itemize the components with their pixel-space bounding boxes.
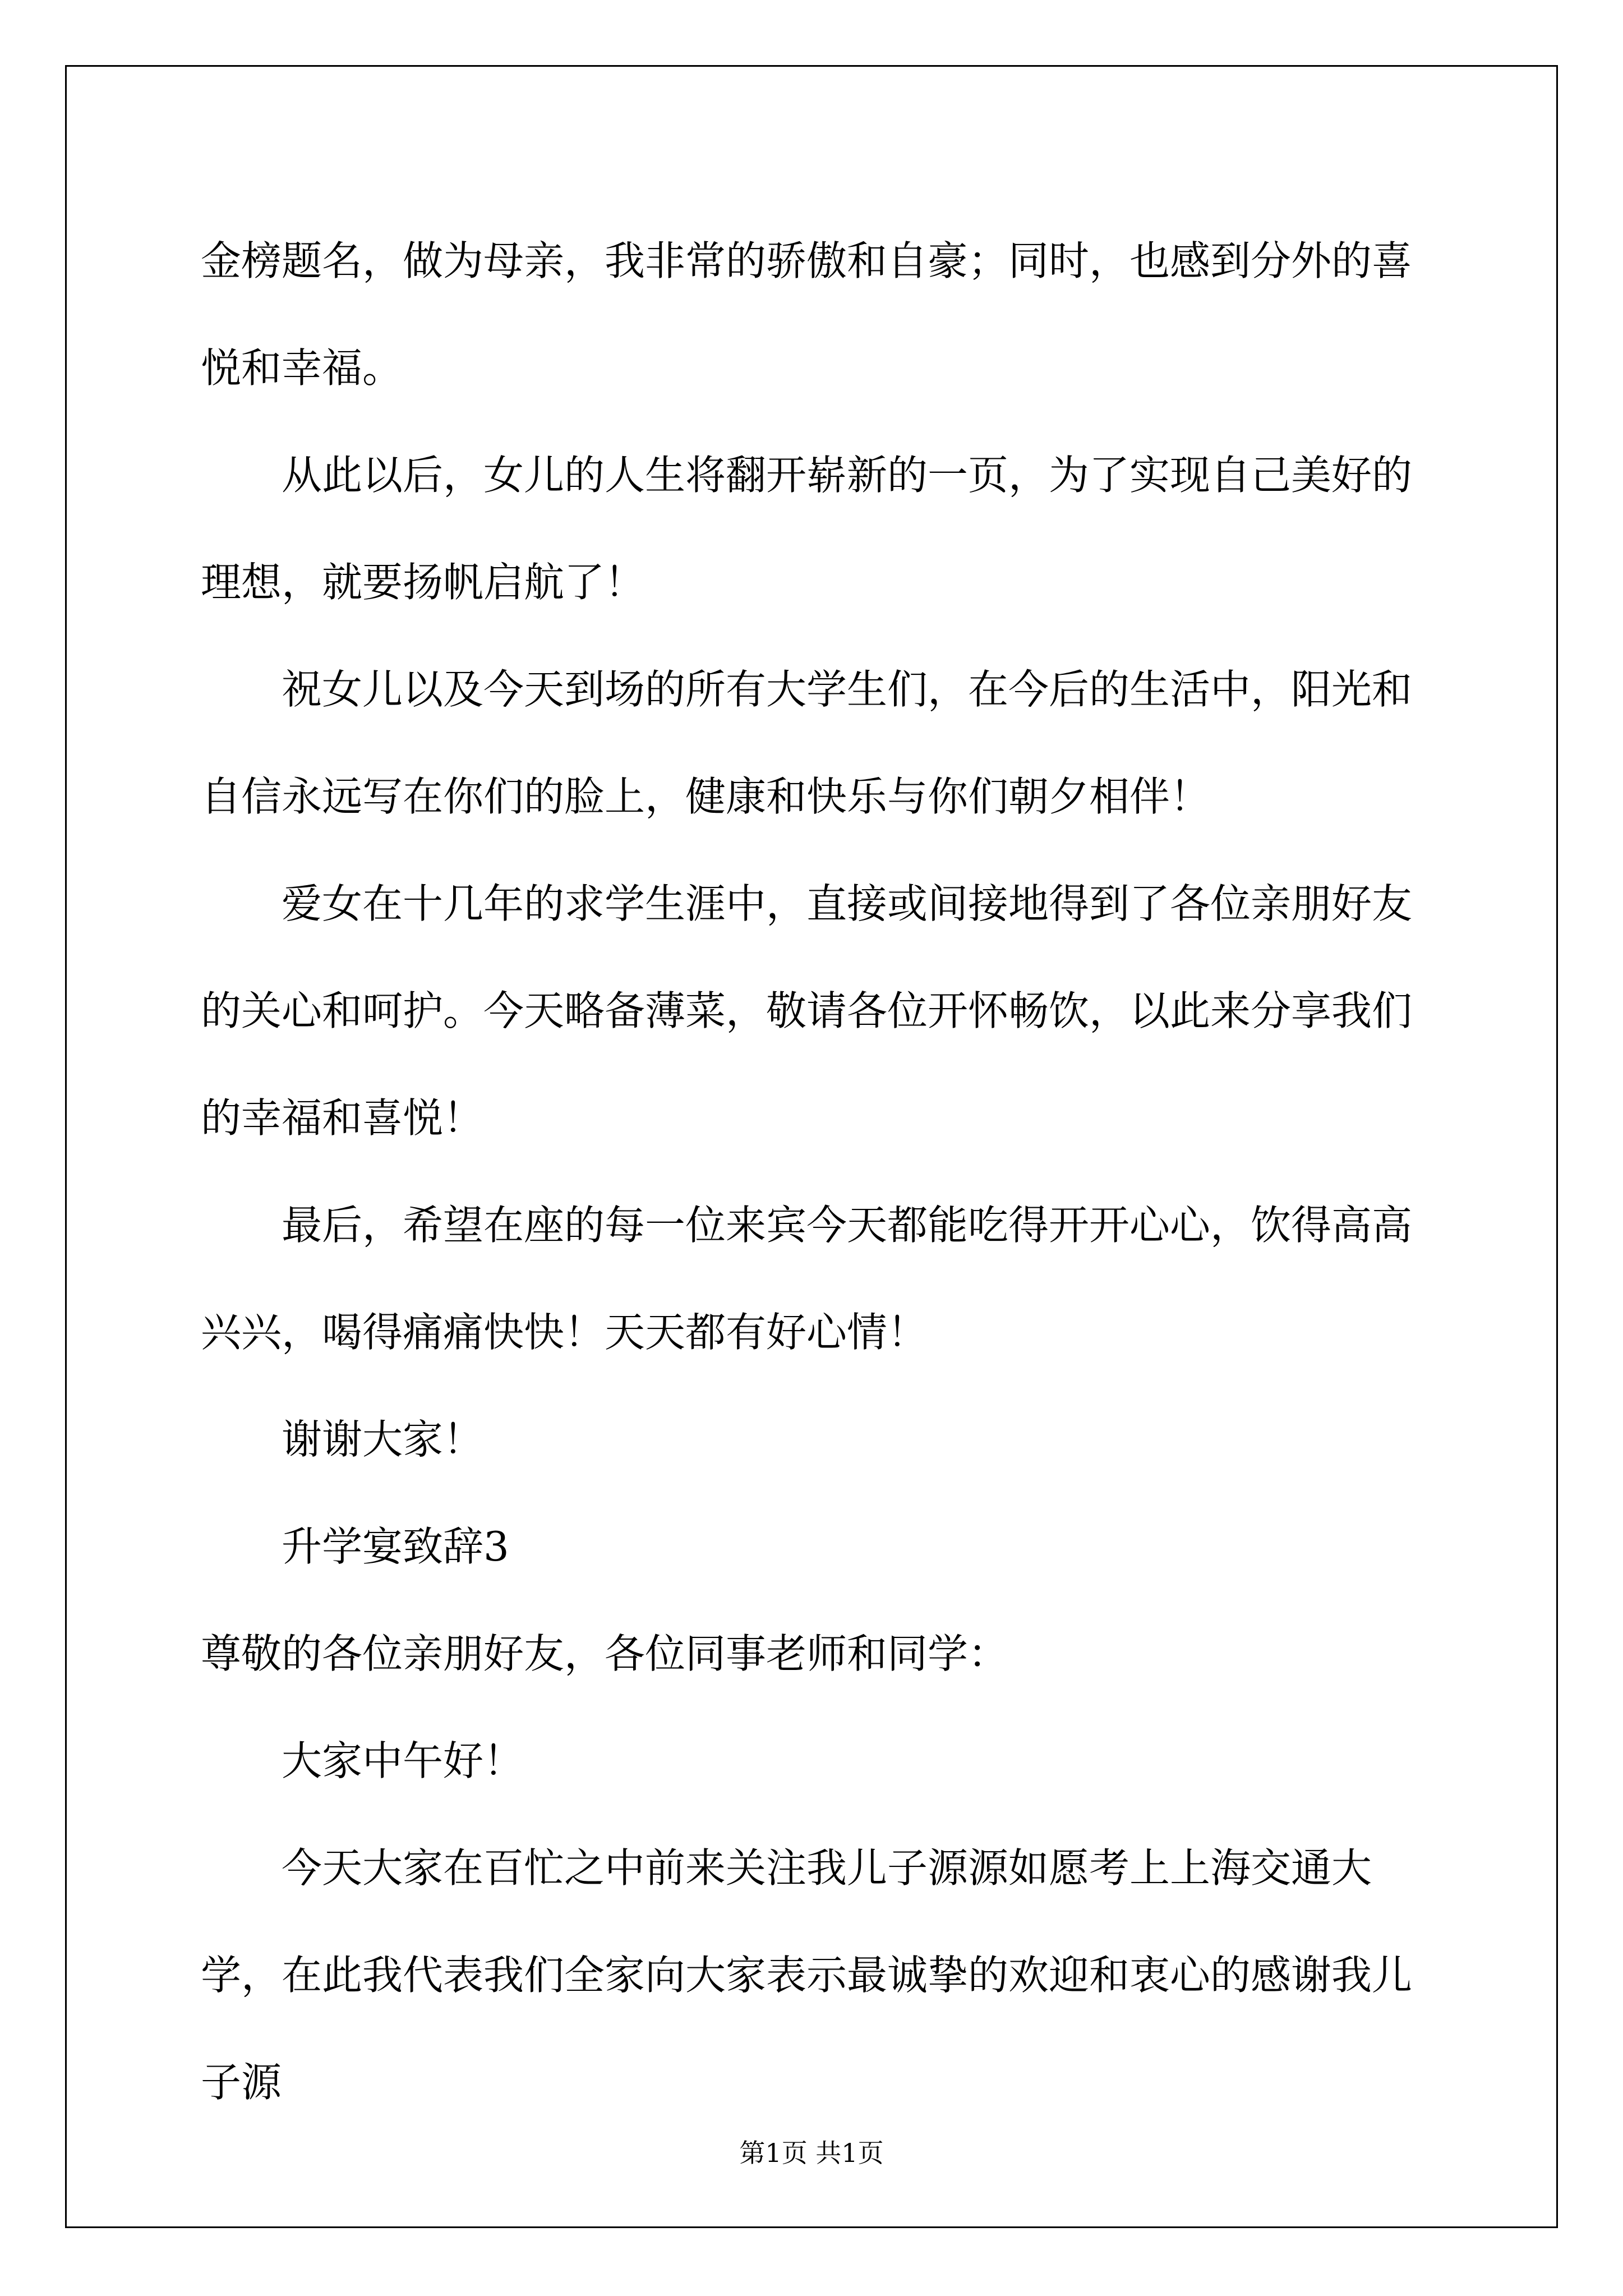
paragraph-3: 祝女儿以及今天到场的所有大学生们，在今后的生活中，阳光和自信永远写在你们的脸上，健康和快乐与你们朝夕相伴！ bbox=[201, 666, 1413, 820]
page-footer: 第1页 共1页 bbox=[739, 2138, 884, 2168]
paragraph-2: 从此以后，女儿的人生将翻开崭新的一页，为了实现自己美好的理想，就要扬帆启航了！ bbox=[201, 452, 1413, 606]
paragraph-4: 爱女在十几年的求学生涯中，直接或间接地得到了各位亲朋好友的关心和呵护。今天略备薄菜，敬请各位开怀畅饮，以此来分享我们的幸福和喜悦！ bbox=[201, 880, 1413, 1142]
section-heading: 升学宴致辞3 bbox=[282, 1523, 509, 1570]
paragraph-1: 金榜题名，做为母亲，我非常的骄傲和自豪；同时，也感到分外的喜悦和幸福。 bbox=[201, 237, 1413, 392]
paragraph-10: 今天大家在百忙之中前来关注我儿子源源如愿考上上海交通大学，在此我代表我们全家向大家表示最诚挚的欢迎和衷心的感谢我儿子源 bbox=[201, 1844, 1413, 2106]
document-body bbox=[201, 208, 1435, 2136]
greeting: 大家中午好！ bbox=[282, 1737, 524, 1784]
paragraph-6: 谢谢大家！ bbox=[282, 1416, 484, 1463]
paragraph-5: 最后，希望在座的每一位来宾今天都能吃得开开心心，饮得高高兴兴，喝得痛痛快快！天天都有好心情！ bbox=[201, 1202, 1413, 1356]
salutation: 尊敬的各位亲朋好友，各位同事老师和同学： bbox=[201, 1630, 1009, 1677]
